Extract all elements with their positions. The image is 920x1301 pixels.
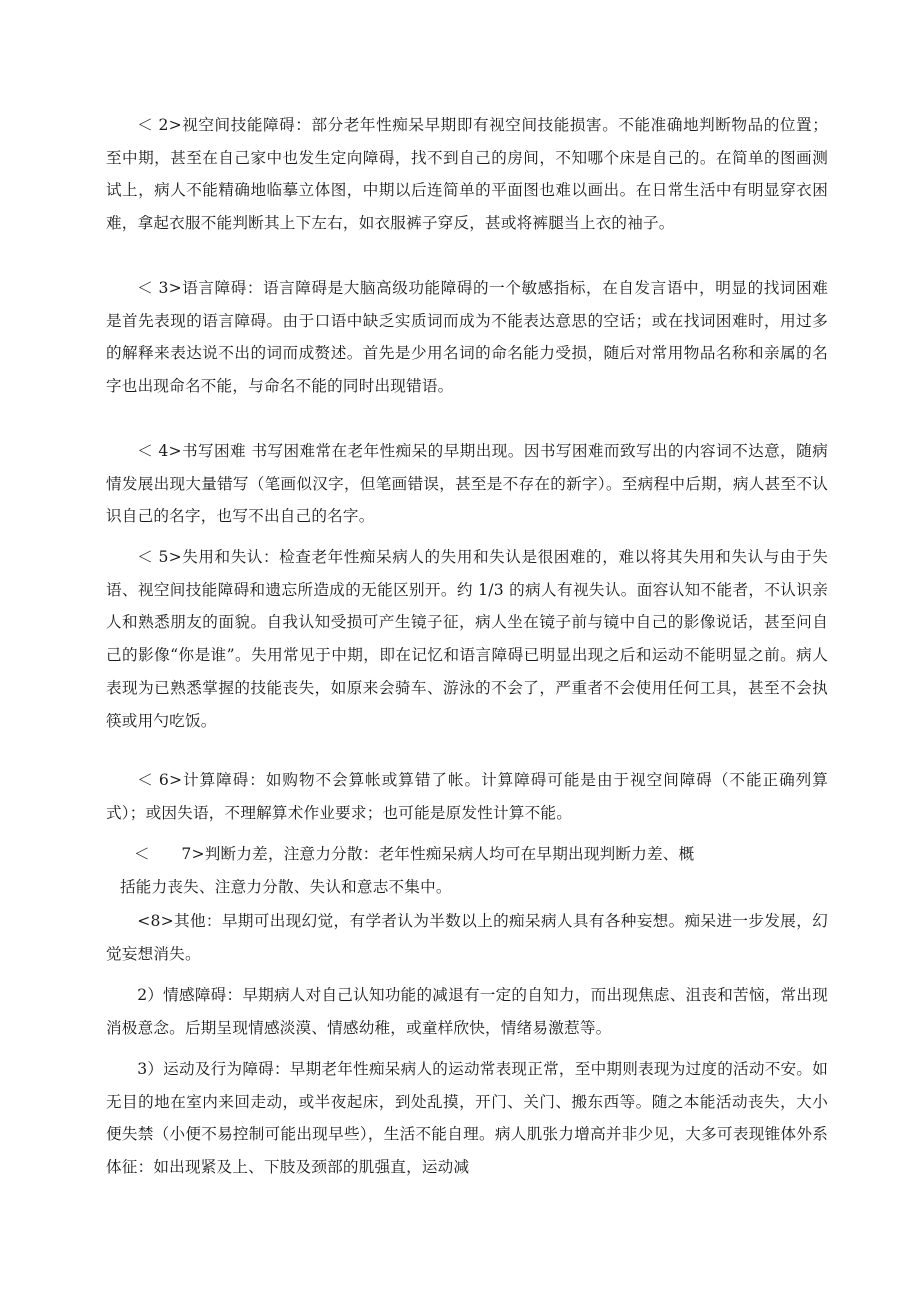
paragraph-visuospatial-disorder: ＜ 2>视空间技能障碍：部分老年性痴呆早期即有视空间技能损害。不能准确地判断物品的位置；至中期，甚至在自己家中也发生定向障碍，找不到自己的房间，不知哪个床是自己的。在简单的图画测试上，病人不能精确地临摹立体图，中期以后连简单的平面图也难以画出。在日常生活中有明显穿衣困难，拿起衣服不能判断其上下左右，如衣服裤子穿反，甚或将裤腿当上衣的袖子。 bbox=[106, 116, 828, 233]
paragraph-calculation-disorder: ＜ 6>计算障碍：如购物不会算帐或算错了帐。计算障碍可能是由于视空间障碍（不能正确列算式）；或因失语，不理解算术作业要求；也可能是原发性计算不能。 bbox=[106, 771, 828, 822]
paragraph-motor-behavior-disorder: 3）运动及行为障碍：早期老年性痴呆病人的运动常表现正常，至中期则表现为过度的活动不安。如无目的地在室内来回走动，或半夜起床，到处乱摸，开门、关门、搬东西等。随之本能活动丧失，大小便失禁（小便不易控制可能出现早些），生活不能自理。病人肌张力增高并非少见，大多可表现锥体外系体征：如出现紧及上、下肢及颈部的肌强直，运动减 bbox=[106, 1060, 828, 1177]
paragraph-judgment-attention-line-1: ＜ 7>判断力差，注意力分散：老年性痴呆病人均可在早期出现判断力差、概 bbox=[134, 845, 695, 863]
paragraph-judgment-attention-line-2: 括能力丧失、注意力分散、失认和意志不集中。 bbox=[120, 878, 452, 896]
paragraph-emotional-disorder: 2）情感障碍：早期病人对自己认知功能的减退有一定的自知力，而出现焦虑、沮丧和苦恼，常出现消极意念。后期呈现情感淡漠、情感幼稚，或童样欣快，情绪易激惹等。 bbox=[106, 986, 828, 1037]
paragraph-other-symptoms: <8>其他：早期可出现幻觉，有学者认为半数以上的痴呆病人具有各种妄想。痴呆进一步发展，幻觉妄想消失。 bbox=[106, 912, 828, 963]
paragraph-apraxia-agnosia: ＜ 5>失用和失认：检查老年性痴呆病人的失用和失认是很困难的，难以将其失用和失认与由于失语、视空间技能障碍和遗忘所造成的无能区别开。约 1/3 的病人有视失认。面容认知不能者，不认识亲人和熟悉朋友的面貌。自我认知受损可产生镜子征，病人坐在镜子前与镜中自己的影像说话，甚至问自己的影像“你是谁”。失用常见于中期，即在记忆和语言障碍已明显出现之后和运动不能明显之前。病人表现为已熟悉掌握的技能丧失，如原来会骑车、游泳的不会了，严重者不会使用任何工具，甚至不会执筷或用勺吃饭。 bbox=[106, 548, 828, 730]
paragraph-writing-difficulty: ＜ 4>书写困难 书写困难常在老年性痴呆的早期出现。因书写困难而致写出的内容词不达意，随病情发展出现大量错写（笔画似汉字，但笔画错误，甚至是不存在的新字）。至病程中后期，病人甚至不认识自己的名字，也写不出自己的名字。 bbox=[106, 442, 828, 526]
paragraph-language-disorder: ＜ 3>语言障碍：语言障碍是大脑高级功能障碍的一个敏感指标，在自发言语中，明显的找词困难是首先表现的语言障碍。由于口语中缺乏实质词而成为不能表达意思的空话；或在找词困难时，用过多的解释来表达说不出的词而成赘述。首先是少用名词的命名能力受损，随后对常用物品名称和亲属的名字也出现命名不能，与命名不能的同时出现错语。 bbox=[106, 279, 828, 396]
